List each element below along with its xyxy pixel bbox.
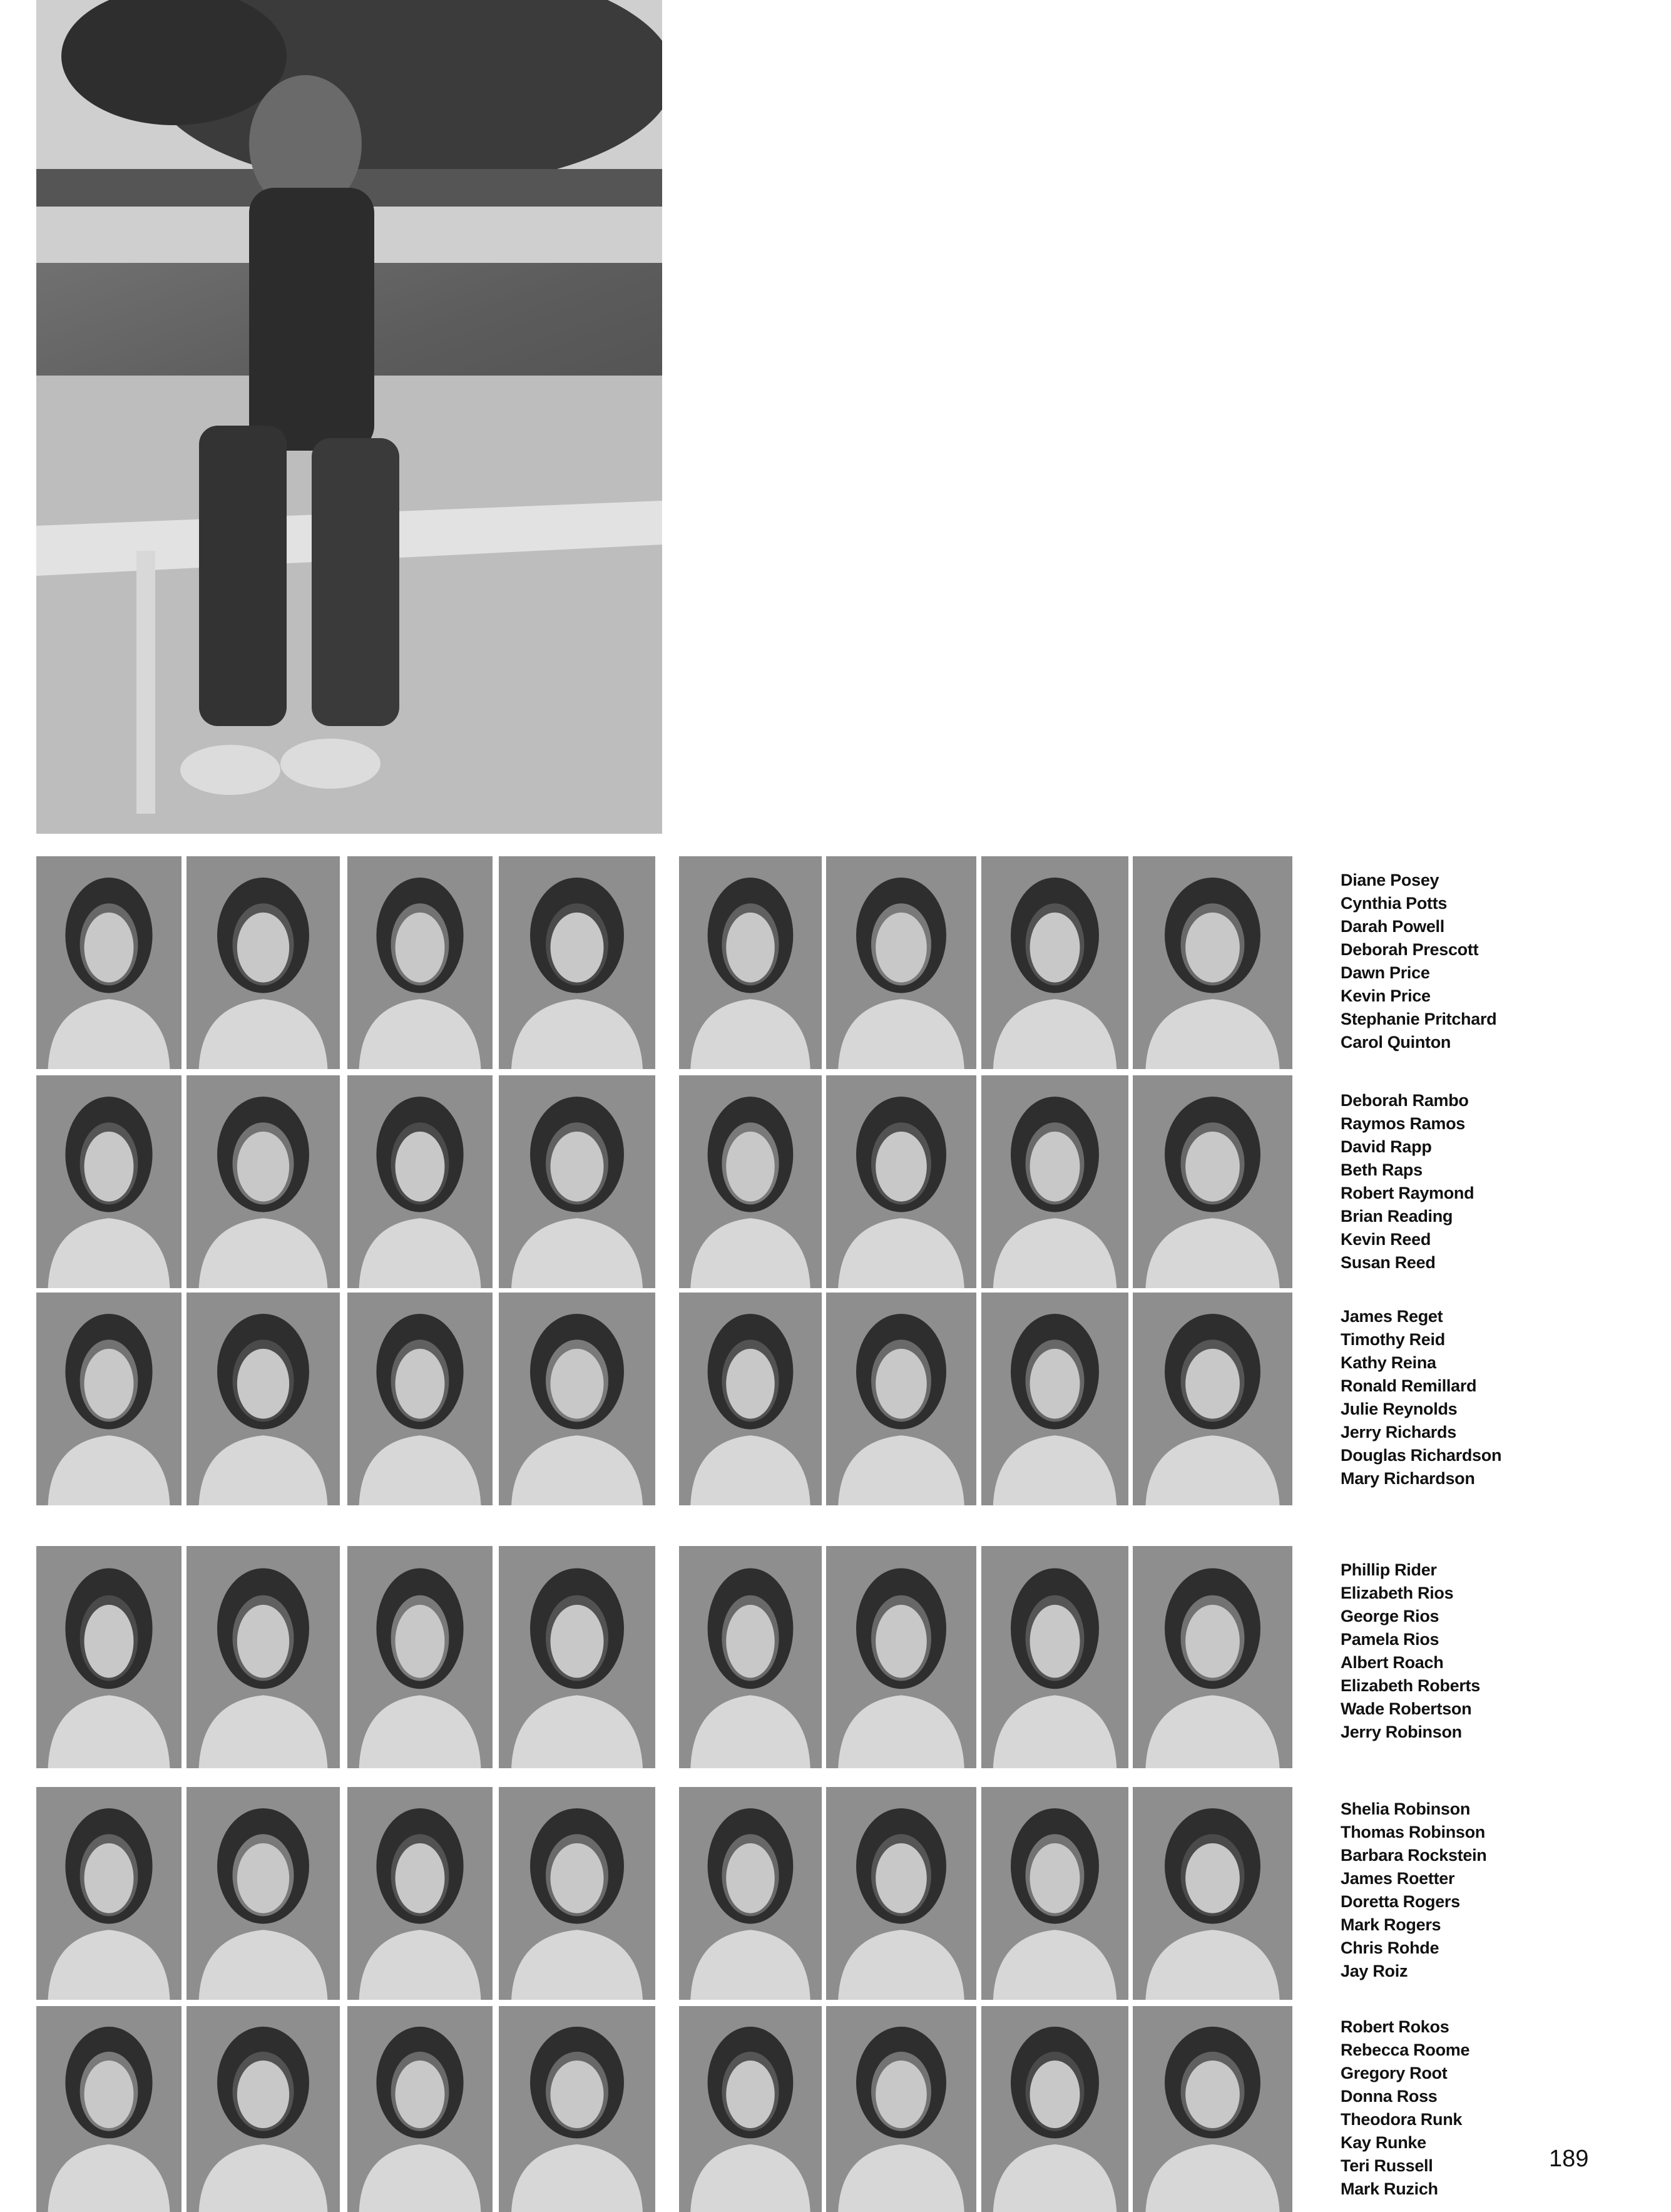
student-name: Deborah Prescott [1341, 940, 1479, 959]
student-portrait [981, 1075, 1128, 1288]
student-name: Stephanie Pritchard [1341, 1010, 1497, 1028]
student-portrait [187, 2006, 340, 2212]
student-name: Raymos Ramos [1341, 1114, 1465, 1133]
student-name: Mark Rogers [1341, 1915, 1441, 1934]
student-portrait [826, 1787, 976, 2000]
student-portrait [1133, 1787, 1292, 2000]
student-name: David Rapp [1341, 1137, 1432, 1156]
name-list-row-4 [1341, 1559, 1547, 1744]
candid-photo [36, 0, 662, 834]
student-name: Teri Russell [1341, 2156, 1433, 2175]
student-name: Elizabeth Rios [1341, 1584, 1454, 1602]
student-name: Robert Rokos [1341, 2017, 1449, 2036]
student-name: George Rios [1341, 1607, 1439, 1626]
student-name: Elizabeth Roberts [1341, 1676, 1480, 1695]
student-name: Theodora Runk [1341, 2110, 1463, 2129]
student-portrait [826, 2006, 976, 2212]
student-name: Albert Roach [1341, 1653, 1444, 1672]
student-name: Doretta Rogers [1341, 1892, 1460, 1911]
student-portrait [499, 856, 655, 1069]
student-portrait [347, 1075, 493, 1288]
student-portrait [499, 1546, 655, 1768]
student-name: Brian Reading [1341, 1207, 1453, 1226]
student-name: Barbara Rockstein [1341, 1846, 1487, 1865]
student-name: Susan Reed [1341, 1253, 1436, 1272]
student-portrait [981, 1787, 1128, 2000]
student-portrait [981, 1546, 1128, 1768]
student-name: Gregory Root [1341, 2064, 1448, 2082]
student-portrait [187, 1787, 340, 2000]
student-name: Julie Reynolds [1341, 1400, 1458, 1418]
name-list-row-5 [1341, 1798, 1547, 1983]
student-name: Donna Ross [1341, 2087, 1438, 2106]
student-portrait [1133, 1546, 1292, 1768]
student-portrait [981, 1293, 1128, 1505]
student-portrait [981, 2006, 1128, 2212]
student-portrait [679, 856, 822, 1069]
student-name: Mary Richardson [1341, 1469, 1475, 1488]
student-portrait [36, 1293, 181, 1505]
student-portrait [826, 856, 976, 1069]
student-name: Robert Raymond [1341, 1184, 1474, 1202]
student-portrait [679, 1075, 822, 1288]
student-portrait [347, 1787, 493, 2000]
name-list-row-3 [1341, 1305, 1547, 1490]
student-name: Timothy Reid [1341, 1330, 1445, 1349]
student-portrait [499, 2006, 655, 2212]
student-name: Pamela Rios [1341, 1630, 1439, 1649]
student-portrait [499, 1787, 655, 2000]
student-name: Shelia Robinson [1341, 1800, 1471, 1818]
page-number: 189 [1549, 2146, 1589, 2172]
student-name: Darah Powell [1341, 917, 1444, 936]
student-name: Deborah Rambo [1341, 1091, 1469, 1110]
student-name: Mark Ruzich [1341, 2179, 1438, 2198]
student-portrait [36, 1075, 181, 1288]
student-portrait [679, 1546, 822, 1768]
student-portrait [1133, 856, 1292, 1069]
student-portrait [826, 1546, 976, 1768]
student-name: Cynthia Potts [1341, 894, 1448, 913]
name-list-row-2 [1341, 1089, 1547, 1274]
name-list-row-6 [1341, 2015, 1547, 2201]
student-name: Phillip Rider [1341, 1560, 1437, 1579]
student-name: Kevin Price [1341, 986, 1431, 1005]
student-portrait [826, 1075, 976, 1288]
student-name: Beth Raps [1341, 1160, 1423, 1179]
student-portrait [1133, 2006, 1292, 2212]
student-name: Kay Runke [1341, 2133, 1426, 2152]
student-name: Wade Robertson [1341, 1699, 1472, 1718]
student-portrait [36, 2006, 181, 2212]
student-portrait [1133, 1293, 1292, 1505]
student-portrait [36, 1787, 181, 2000]
student-portrait [679, 2006, 822, 2212]
student-portrait [187, 1075, 340, 1288]
student-name: Jerry Robinson [1341, 1723, 1462, 1741]
student-portrait [187, 856, 340, 1069]
student-portrait [1133, 1075, 1292, 1288]
student-name: Jerry Richards [1341, 1423, 1456, 1441]
student-portrait [36, 1546, 181, 1768]
student-name: Kevin Reed [1341, 1230, 1431, 1249]
student-portrait [499, 1293, 655, 1505]
student-name: Diane Posey [1341, 871, 1439, 889]
student-name: Rebecca Roome [1341, 2040, 1470, 2059]
student-portrait [36, 856, 181, 1069]
student-name: Dawn Price [1341, 963, 1430, 982]
student-portrait [679, 1787, 822, 2000]
student-name: Jay Roiz [1341, 1962, 1408, 1980]
student-portrait [187, 1546, 340, 1768]
student-portrait [347, 2006, 493, 2212]
student-portrait [347, 856, 493, 1069]
student-portrait [826, 1293, 976, 1505]
student-name: Douglas Richardson [1341, 1446, 1502, 1465]
name-list-row-1 [1341, 869, 1547, 1054]
student-portrait [679, 1293, 822, 1505]
student-name: Chris Rohde [1341, 1938, 1439, 1957]
student-name: Ronald Remillard [1341, 1376, 1477, 1395]
student-portrait [347, 1546, 493, 1768]
student-name: James Reget [1341, 1307, 1443, 1326]
student-name: James Roetter [1341, 1869, 1455, 1888]
student-portrait [187, 1293, 340, 1505]
student-portrait [499, 1075, 655, 1288]
student-portrait [347, 1293, 493, 1505]
student-name: Carol Quinton [1341, 1033, 1451, 1052]
student-name: Thomas Robinson [1341, 1823, 1485, 1841]
student-name: Kathy Reina [1341, 1353, 1436, 1372]
student-portrait [981, 856, 1128, 1069]
